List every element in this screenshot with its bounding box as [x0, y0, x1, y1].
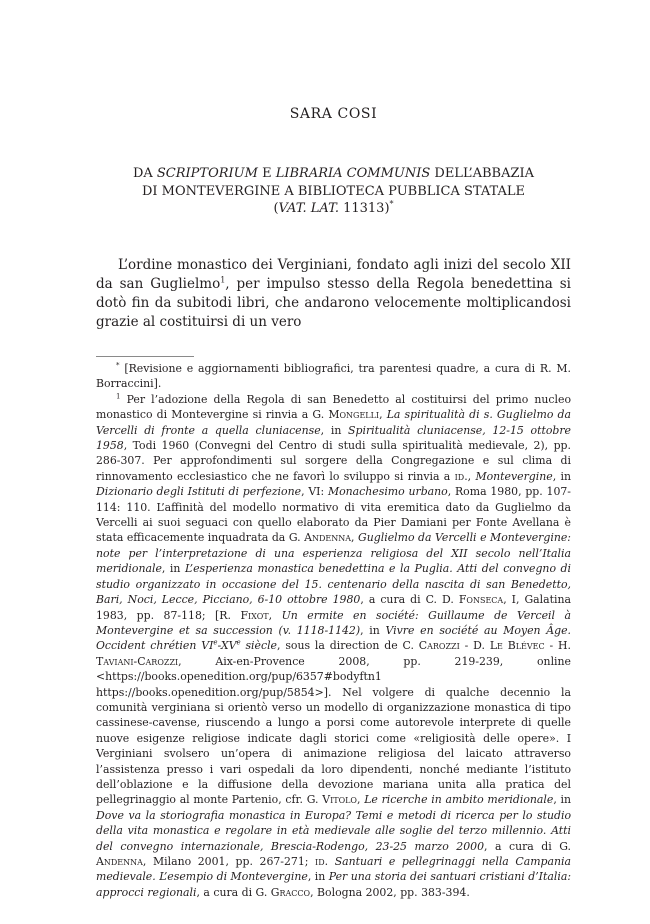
- footnote-star: [96, 361, 571, 392]
- note-title: Un ermite en société: Guillaume de Verceil à Montevergine et sa succession (v. 1118-1142): [96, 608, 571, 637]
- footnote-reference: 1: [220, 275, 226, 285]
- note-title: Guglielmo da Vercelli e Montevergine: note per l’interpretazione di una esperienza religiosa del XII secolo nell’Italia meridionale: [96, 531, 571, 576]
- note-author: Andenna: [304, 531, 352, 545]
- note-author: Le Blévec: [489, 639, 545, 653]
- title-line-1: [96, 165, 571, 183]
- note-title: Le ricerche in ambito meridionale: [364, 793, 554, 807]
- note-run: , in: [161, 562, 185, 576]
- footnote-mark: *: [116, 361, 120, 370]
- note-title-run: -XV: [217, 639, 237, 653]
- note-run: ,: [268, 608, 282, 622]
- note-run: , Roma 1980, pp. 107-114: 110. L’affinità del modello normativo di vita eremitica dato da Guglielmo da Vercelli ai suoi seguaci con quello elaborato da Pier Damiani per Fonte Avellana è stata efficacemente inquadrata da G.: [96, 485, 571, 545]
- title-text: DA: [132, 166, 157, 181]
- note-title: Monachesimo urbano: [327, 485, 448, 499]
- note-run: , a cura di C. D.: [360, 593, 459, 607]
- title-italic: LIBRARIA COMMUNIS: [275, 166, 431, 181]
- note-run: , VI:: [301, 485, 328, 499]
- title-italic: SCRIPTORIUM: [156, 166, 258, 181]
- title-text: E: [257, 166, 276, 181]
- note-run: , in: [320, 423, 349, 437]
- note-title: L’esperienza monastica benedettina e la Puglia. Atti del convegno di studio organizzato in occasione del 15. centenario della nascita di san Benedetto, Bari, Noci, Lecce, Picciano, 6-10 ottobre 1980: [96, 562, 572, 607]
- note-run: [328, 855, 335, 868]
- title-italic: VAT. LAT.: [278, 201, 339, 216]
- note-run: , in: [552, 469, 571, 483]
- note-run: , sous la direction de C.: [277, 639, 419, 653]
- note-author: Fixot: [240, 608, 269, 622]
- note-author: Carozzi: [418, 639, 460, 653]
- title-text: 11313): [338, 201, 390, 216]
- note-author: Vitolo: [322, 793, 357, 807]
- note-title: Spiritualità cluniacense, 12-15 ottobre 1958: [96, 423, 572, 453]
- note-run: Per l’adozione della Regola di san Benedetto al costituirsi del primo nucleo monastico di Montevergine si rinvia a G.: [96, 392, 571, 422]
- note-run: , Todi 1960 (Convegni del Centro di studi sulla spiritualità medievale, 2), pp. 286-307. Per approfondimenti sul sorgere della Congregazione e sul clima di rinnovamento ecclesiastico che ne favorì lo sviluppo si rinvia a: [96, 439, 571, 483]
- note-run: , Aix-en-Provence 2008, pp. 219-239, online <https://books.openedition.org/pup/6357#bodyftn1 https://books.openedition.org/pup/5854>]. Nel volgere di qualche decennio la comunità verginiana si orientò verso un modello di organizzazione monastica di tipo cassinese-cavense, riuscendo a lungo a porsi come autorevole interprete di quelle nuove esigenze religiose indicate dagli storici come «religiosità delle opere». I Verginiani svolsero un’opera di animazione religiosa del laicato attraverso l’assistenza presso i vari ospedali da loro dipendenti, nonché mediante l’istituto dell’oblazione e la diffusione della devozione mariana unita alla pratica del pellegrinaggio al monte Partenio, cfr. G.: [96, 654, 571, 807]
- note-run: , Bologna 2002, pp. 383-394.: [310, 885, 470, 899]
- note-author: Andenna: [96, 855, 143, 868]
- title-text: DELL’ABBAZIA: [430, 166, 535, 181]
- note-title: Montevergine: [475, 469, 553, 483]
- title-line-2: DI MONTEVERGINE A BIBLIOTECA PUBBLICA STATALE: [141, 183, 526, 199]
- title-footnote-mark: *: [389, 199, 394, 209]
- footnote-1: [96, 392, 571, 900]
- note-author: Mongelli: [328, 408, 380, 422]
- footnote-separator: [96, 356, 194, 357]
- title-line-3: [96, 200, 571, 218]
- footnotes: [96, 361, 571, 900]
- note-title: Santuari e pellegrinaggi nella Campania medievale. L’esempio di Montevergine: [96, 855, 571, 884]
- note-title: La spiritualità di s. Guglielmo da Vercelli di fronte a quella cluniacense: [96, 408, 571, 437]
- body-text-run: L’ordine monastico dei Verginiani, fondato agli inizi del secolo XII da san Guglielmo: [96, 257, 571, 292]
- body-text: [96, 256, 571, 332]
- author-name: SARA COSI: [289, 106, 378, 122]
- note-run: ,: [351, 531, 359, 545]
- note-superscript: e: [236, 638, 241, 647]
- note-title-run: siècle: [240, 639, 278, 653]
- note-run: , in: [553, 793, 571, 807]
- note-run: , Milano 2001, pp. 267-271;: [142, 855, 316, 868]
- body-text-run: , per impulso stesso della Regola benedettina si dotò fin da subitodi libri, che andarono velocemente moltiplicandosi grazie al costituirsi di un vero: [96, 276, 571, 330]
- note-author: Gracco: [270, 885, 311, 899]
- footnote-text: [Revisione e aggiornamenti bibliografici, tra parentesi quadre, a cura di R. M. Borraccini].: [96, 362, 571, 391]
- note-run: , I, Galatina 1983, pp. 87-118; [R.: [96, 593, 571, 622]
- note-title: Per una storia dei santuari cristiani d’Italia: approcci regionali: [96, 870, 571, 899]
- note-run: , a cura di G.: [196, 885, 271, 899]
- note-superscript: e: [213, 638, 218, 647]
- note-author: Fonseca: [458, 593, 504, 607]
- note-run: ,: [379, 408, 387, 422]
- note-title-run: Vivre en société au Moyen Âge. Occident chrétien VI: [96, 623, 571, 653]
- note-author: id.: [315, 855, 329, 868]
- title-text: (: [273, 201, 279, 216]
- note-run: - D.: [459, 639, 490, 653]
- note-run: - H.: [544, 639, 571, 653]
- note-run: , in: [307, 870, 329, 884]
- note-author: Taviani-Carozzi: [96, 654, 179, 668]
- note-author: id.: [454, 469, 468, 483]
- article-title: [96, 165, 571, 218]
- note-title: Dizionario degli Istituti di perfezione: [96, 485, 302, 499]
- body-paragraph: [96, 256, 571, 332]
- footnote-mark: 1: [116, 392, 121, 401]
- note-title: Dove va la storiografia monastica in Europa? Temi e metodi di ricerca per lo studio della vita monastica e regolare in età medievale alle soglie del terzo millennio. Atti del convegno internazionale, Brescia-Rodengo, 23-25 marzo 2000: [96, 808, 571, 853]
- note-run: , a cura di G.: [484, 839, 572, 853]
- note-run: ,: [467, 469, 476, 483]
- note-run: , in: [360, 623, 386, 637]
- note-run: ,: [357, 793, 365, 807]
